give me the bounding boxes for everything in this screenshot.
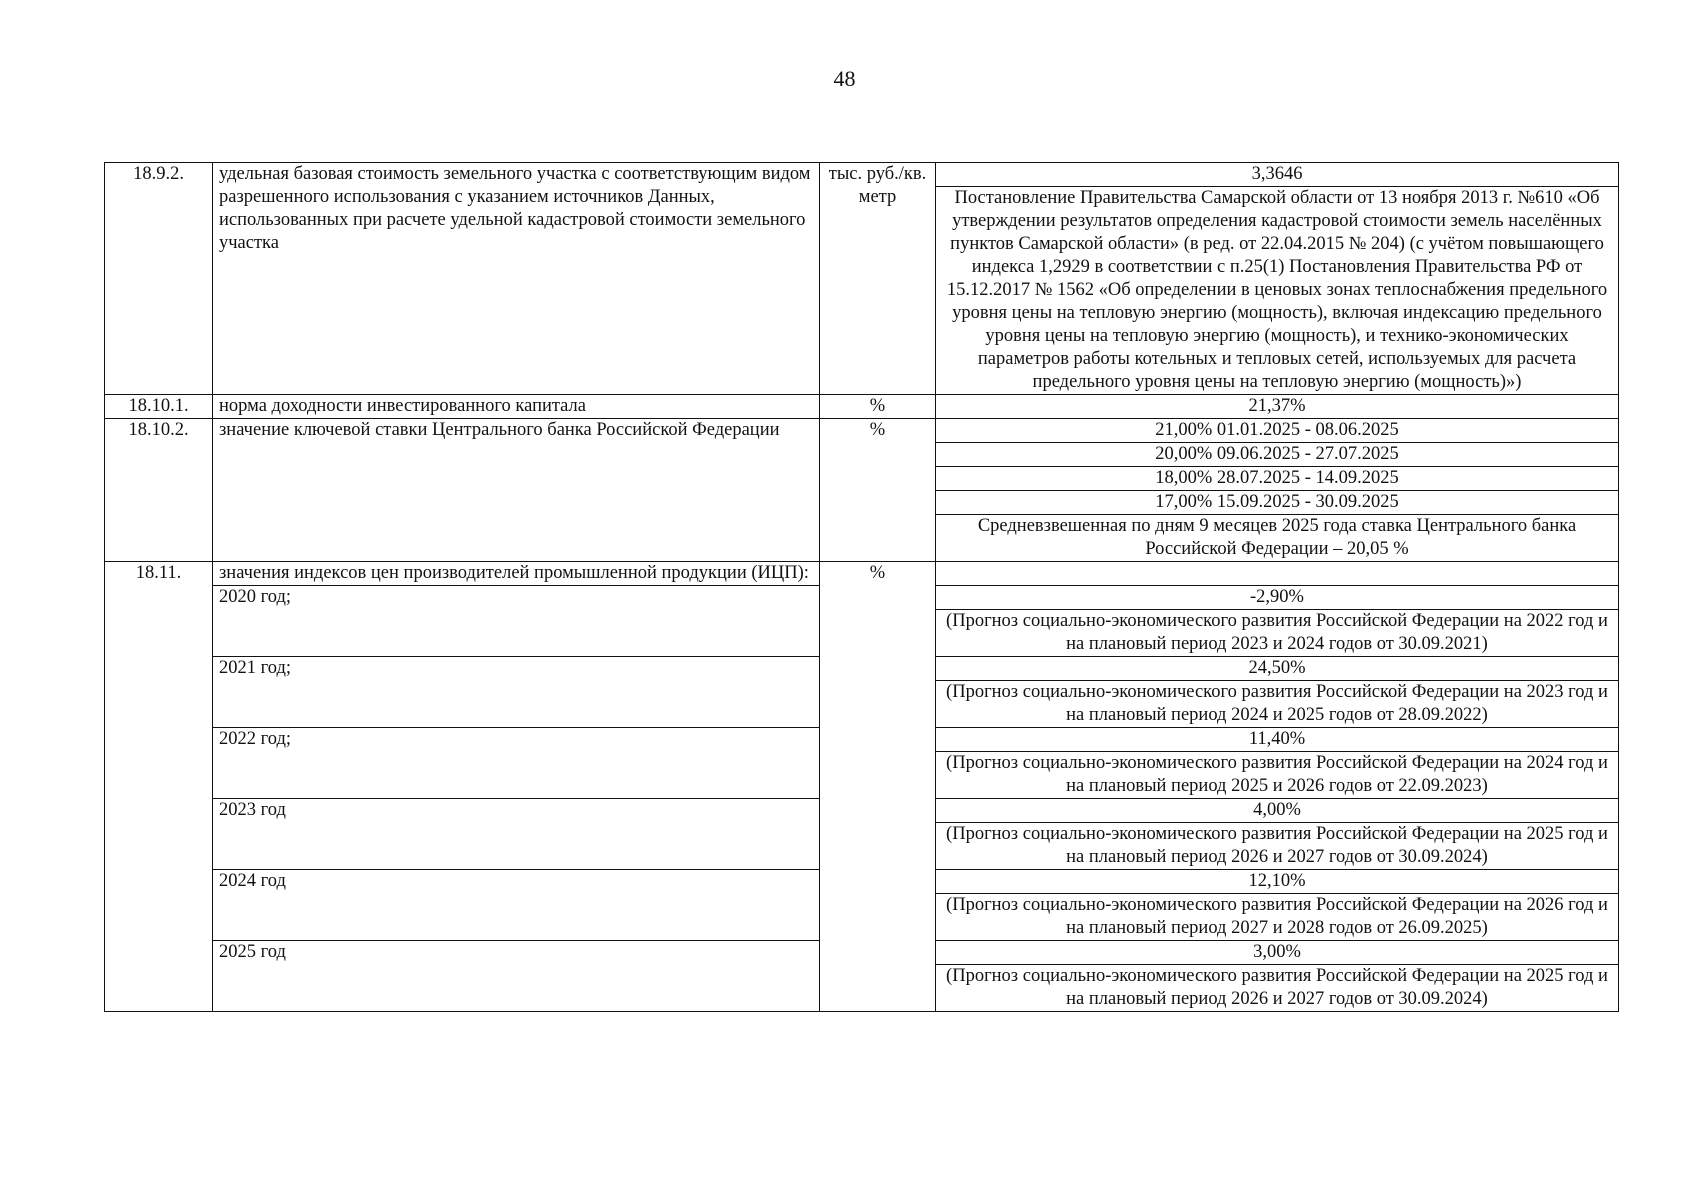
key-rate-period: 20,00% 09.06.2025 - 27.07.2025 <box>936 443 1619 467</box>
year-value: 11,40% <box>936 728 1619 752</box>
row-unit: % <box>820 562 936 1012</box>
row-source: Постановление Правительства Самарской области от 13 ноября 2013 г. №610 «Об утверждении результатов определения кадастровой стоимости земель населённых пунктов Самарской области» (в ред. от 22.04.2015 № 204) (с учётом повышающего индекса 1,2929 в соответствии с п.25(1) Постановления Правительства РФ от 15.12.2017 № 1562 «Об определении в ценовых зонах теплоснабжения предельного уровня цены на тепловую энергию (мощность), включая индексацию предельного уровня цены на тепловую энергию (мощность), и технико-экономических параметров работы котельных и тепловых сетей, используемых для расчета предельного уровня цены на тепловую энергию (мощность)») <box>936 187 1619 395</box>
year-source: (Прогноз социально-экономического развития Российской Федерации на 2025 год и на плановый период 2026 и 2027 годов от 30.09.2024) <box>936 965 1619 1012</box>
year-label: 2025 год <box>213 941 820 1012</box>
year-source: (Прогноз социально-экономического развития Российской Федерации на 2026 год и на плановый период 2027 и 2028 годов от 26.09.2025) <box>936 894 1619 941</box>
year-label: 2024 год <box>213 870 820 941</box>
year-label: 2020 год; <box>213 586 820 657</box>
year-source: (Прогноз социально-экономического развития Российской Федерации на 2022 год и на плановый период 2023 и 2024 годов от 30.09.2021) <box>936 610 1619 657</box>
table-row <box>105 395 1619 419</box>
year-label: 2022 год; <box>213 728 820 799</box>
row-description: значения индексов цен производителей промышленной продукции (ИЦП): <box>213 562 820 586</box>
row-description: удельная базовая стоимость земельного участка с соответствующим видом разрешенного использования с указанием источников Данных, использованных при расчете удельной кадастровой стоимости земельного участка <box>213 163 820 395</box>
row-unit: тыс. руб./кв. метр <box>820 163 936 395</box>
year-value: 3,00% <box>936 941 1619 965</box>
page-number: 48 <box>833 66 856 91</box>
table-row <box>105 163 1619 187</box>
year-value: 12,10% <box>936 870 1619 894</box>
year-value: -2,90% <box>936 586 1619 610</box>
row-number: 18.11. <box>105 562 213 1012</box>
key-rate-average: Средневзвешенная по дням 9 месяцев 2025 года ставка Центрального банка Российской Федерации – 20,05 % <box>936 515 1619 562</box>
row-number: 18.10.2. <box>105 419 213 562</box>
row-value: 21,37% <box>936 395 1619 419</box>
row-value: 3,3646 <box>936 163 1619 187</box>
row-number: 18.10.1. <box>105 395 213 419</box>
year-source: (Прогноз социально-экономического развития Российской Федерации на 2025 год и на плановый период 2026 и 2027 годов от 30.09.2024) <box>936 823 1619 870</box>
indicators-table <box>104 162 1619 1012</box>
year-source: (Прогноз социально-экономического развития Российской Федерации на 2024 год и на плановый период 2025 и 2026 годов от 22.09.2023) <box>936 752 1619 799</box>
table-row <box>105 419 1619 443</box>
row-description: норма доходности инвестированного капитала <box>213 395 820 419</box>
year-label: 2023 год <box>213 799 820 870</box>
year-source: (Прогноз социально-экономического развития Российской Федерации на 2023 год и на плановый период 2024 и 2025 годов от 28.09.2022) <box>936 681 1619 728</box>
row-description: значение ключевой ставки Центрального банка Российской Федерации <box>213 419 820 562</box>
year-label: 2021 год; <box>213 657 820 728</box>
year-value: 4,00% <box>936 799 1619 823</box>
key-rate-period: 21,00% 01.01.2025 - 08.06.2025 <box>936 419 1619 443</box>
row-number: 18.9.2. <box>105 163 213 395</box>
row-unit: % <box>820 395 936 419</box>
table-row <box>105 562 1619 586</box>
key-rate-period: 17,00% 15.09.2025 - 30.09.2025 <box>936 491 1619 515</box>
year-value: 24,50% <box>936 657 1619 681</box>
key-rate-period: 18,00% 28.07.2025 - 14.09.2025 <box>936 467 1619 491</box>
row-value-empty <box>936 562 1619 586</box>
row-unit: % <box>820 419 936 562</box>
